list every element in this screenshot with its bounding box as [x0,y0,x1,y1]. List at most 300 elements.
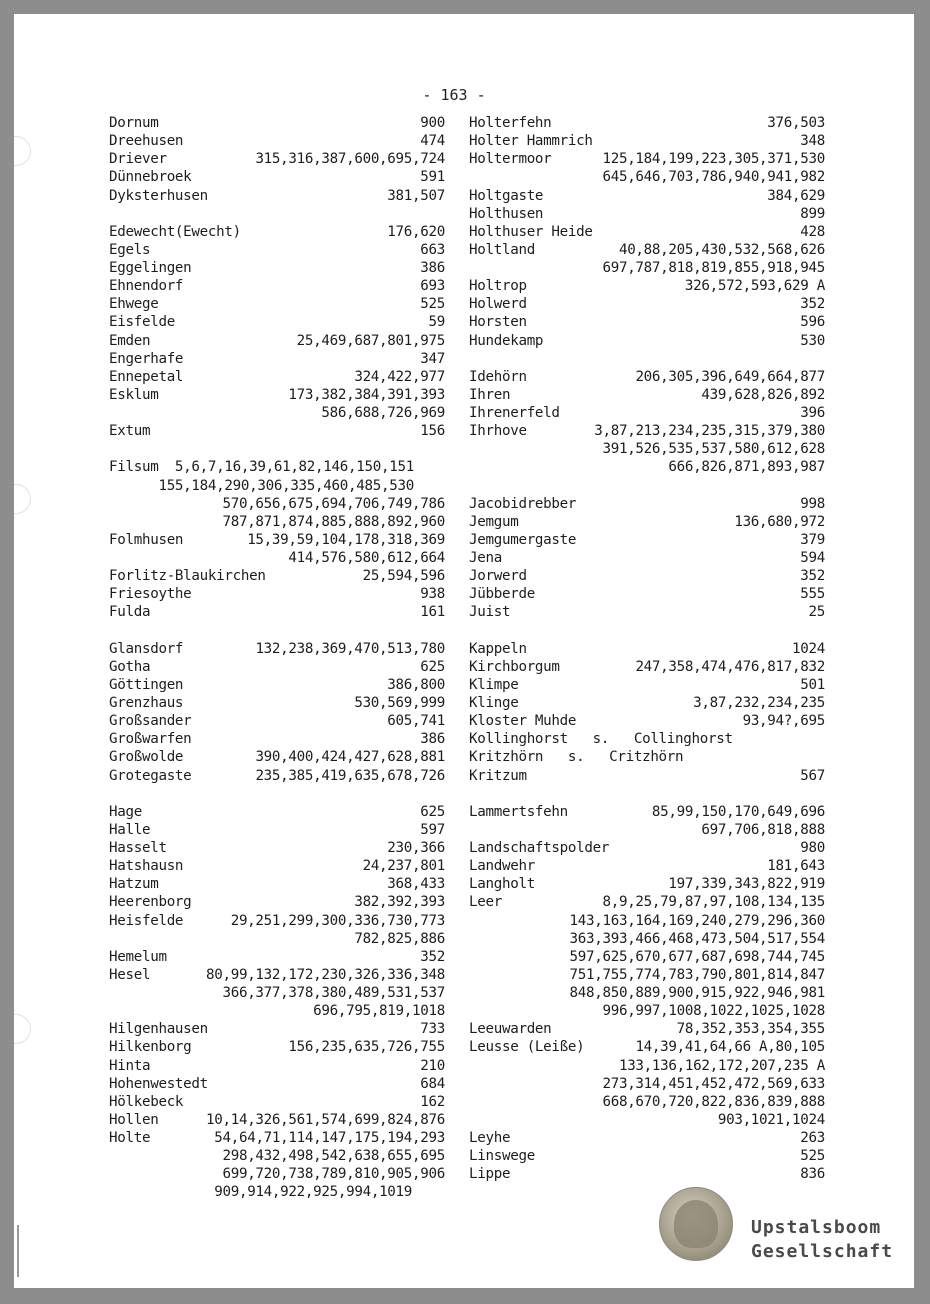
page-references: 25 [808,604,825,621]
place-name: Ehwege [109,296,159,313]
index-entry [109,875,445,893]
place-name: Holtrop [469,278,527,295]
section-gap [469,477,825,495]
page-references: 909,914,922,925,994,1019 [214,1184,445,1201]
page-references: 315,316,387,600,695,724 [255,151,445,168]
place-name: Hölkebeck [109,1093,184,1110]
punch-hole [14,136,31,166]
page-references: 697,787,818,819,855,918,945 [602,260,825,276]
place-name: Juist [469,604,511,621]
index-entry [469,549,825,567]
index-entry [469,168,825,186]
page-references: 352 [800,568,825,585]
place-name: Holter Hammrich [469,133,593,150]
page-references: 230,366 [387,840,445,856]
place-name: Holwerd [469,296,527,313]
place-name: Gotha [109,658,151,675]
index-entry [109,857,445,875]
index-entry [469,893,825,911]
index-entry [109,295,445,313]
place-name: Fulda [109,604,151,621]
place-name: Holthuser Heide [469,223,593,240]
page-references: 348 [800,133,825,150]
index-entry [469,513,825,531]
document-page [14,14,914,1288]
page-references: 733 [420,1021,445,1038]
page-references: 25,594,596 [362,568,445,585]
section-gap [469,785,825,803]
index-entry [109,640,445,658]
place-name: Kappeln [469,640,527,657]
index-entry [469,912,825,930]
page-references: 59 [428,314,445,331]
place-name: Hemelum [109,948,167,965]
place-name: Kritzhörn s. Critzhörn [469,749,684,766]
place-name: Ihrhove [469,423,527,440]
place-name: Hollen [109,1111,159,1128]
index-entry [109,477,445,495]
page-references: 368,433 [387,876,445,893]
index-entry [109,277,445,295]
page-references: 525 [420,296,445,313]
index-entry [469,730,825,748]
index-entry [469,458,825,476]
page-references: 386 [420,260,445,276]
index-entry [469,386,825,404]
place-name: Kirchborgum [469,658,560,675]
page-references: 1024 [792,640,825,657]
index-entry [469,368,825,386]
page-references: 998 [800,495,825,512]
section-gap [469,350,825,368]
index-entry [469,132,825,150]
index-entry [469,295,825,313]
page-references: 751,755,774,783,790,801,814,847 [569,966,825,983]
index-entry [469,241,825,259]
place-name: Idehörn [469,368,527,385]
page-references: 782,825,886 [354,930,445,947]
page-references: 530,569,999 [354,695,445,711]
index-entry [109,730,445,748]
index-entry [109,1129,445,1147]
page-references: 136,680,972 [734,513,825,530]
index-entry [469,803,825,821]
place-name: Ennepetal [109,368,184,385]
page-references: 391,526,535,537,580,612,628 [602,441,825,458]
index-entry [469,984,825,1002]
index-entry [109,1020,445,1038]
punch-hole [14,1014,31,1044]
page-references: 666,826,871,893,987 [668,459,825,476]
place-name: Extum [109,423,151,440]
page-references: 696,795,819,1018 [313,1003,445,1020]
place-name: Holtland [469,241,535,258]
place-name: Jemgum [469,513,519,530]
page-references: 235,385,419,635,678,726 [255,767,445,784]
page-references: 78,352,353,354,355 [676,1021,825,1038]
logo-line-2: Gesellschaft [751,1241,894,1262]
index-entry [109,984,445,1002]
place-name: Kollinghorst s. Collinghorst [469,731,733,748]
place-name: Hage [109,803,142,820]
index-entry [469,640,825,658]
page-references: 363,393,466,468,473,504,517,554 [569,930,825,947]
index-entry [469,694,825,712]
index-entry [109,404,445,422]
index-entry [469,440,825,458]
index-entry [469,1057,825,1075]
society-logo-text [751,1216,911,1264]
index-entry [109,350,445,368]
index-entry [469,531,825,549]
index-entry [109,549,445,567]
page-references: 787,871,874,885,888,892,960 [222,513,445,530]
index-entry [109,803,445,821]
page-references: 570,656,675,694,706,749,786 [222,495,445,512]
section-gap [109,205,445,223]
place-name: Klinge [469,695,519,711]
index-entry [109,1165,445,1183]
page-references: 181,643 [767,858,825,875]
place-name: Großwarfen [109,731,192,748]
place-name: Grotegaste [109,767,192,784]
page-references: 347 [420,350,445,367]
page-references: 197,339,343,822,919 [668,876,825,893]
place-name: Jemgumergaste [469,531,577,548]
index-entry [469,1111,825,1129]
place-name: Ihrenerfeld [469,405,560,421]
page-references: 386,800 [387,676,445,693]
page-references: 382,392,393 [354,894,445,911]
page-references: 996,997,1008,1022,1025,1028 [602,1003,825,1020]
index-entry [469,857,825,875]
page-references: 597 [420,821,445,838]
page-references: 379 [800,531,825,548]
place-name: Halle [109,821,151,838]
page-references: 594 [800,550,825,566]
place-name: Linswege [469,1148,535,1165]
place-name: Hesel [109,966,151,983]
page-references: 85,99,150,170,649,696 [651,803,825,820]
place-name: Langholt [469,876,535,893]
place-name: Esklum [109,386,159,403]
place-name: Holte [109,1130,151,1146]
page-references: 605,741 [387,713,445,730]
page-references: 143,163,164,169,240,279,296,360 [569,912,825,929]
index-entry [109,187,445,205]
page-references: 836 [800,1166,825,1183]
index-entry [469,495,825,513]
page-references: 80,99,132,172,230,326,336,348 [205,966,445,983]
index-entry [109,839,445,857]
place-name: Hilkenborg [109,1039,192,1056]
index-entry [469,603,825,621]
place-name: Edewecht(Ewecht) [109,223,241,240]
index-entry [109,694,445,712]
page-references: 326,572,593,629 A [684,278,825,295]
page-references: 668,670,720,822,836,839,888 [602,1093,825,1110]
page-references: 390,400,424,427,628,881 [255,749,445,766]
page-references: 10,14,326,561,574,699,824,876 [205,1111,445,1128]
page-references: 381,507 [387,187,445,204]
place-name: Hohenwestedt [109,1075,208,1092]
place-name: Heisfelde [109,912,184,929]
page-references: 324,422,977 [354,368,445,385]
index-entry [109,676,445,694]
punch-hole [14,484,31,514]
index-entry [109,1057,445,1075]
index-entry [109,948,445,966]
page-references: 173,382,384,391,393 [288,386,445,403]
page-references: 14,39,41,64,66 A,80,105 [635,1039,825,1056]
page-references: 684 [420,1075,445,1092]
index-entry [109,712,445,730]
index-entry [109,893,445,911]
index-entry [109,422,445,440]
place-name: Kloster Muhde [469,713,577,730]
index-entry [109,748,445,766]
page-references: 591 [420,169,445,186]
page-references: 15,39,59,104,178,318,369 [247,531,445,548]
place-name: Göttingen [109,676,184,693]
index-entry [469,1075,825,1093]
place-name: Hatzum [109,876,159,893]
place-name: Dornum [109,115,159,131]
place-name: Jacobidrebber [469,495,577,512]
index-entry [109,531,445,549]
index-entry [109,658,445,676]
place-name: Emden [109,332,151,349]
place-name: Hundekamp [469,332,544,349]
place-name: Leusse (Leiße) [469,1039,585,1056]
place-name: Hasselt [109,840,167,856]
index-entry [469,585,825,603]
page-references: 161 [420,604,445,621]
index-entry [109,1002,445,1020]
place-name: Eggelingen [109,260,192,276]
place-name: Ihren [469,386,511,403]
page-references: 125,184,199,223,305,371,530 [602,151,825,168]
index-entry [469,404,825,422]
place-name: Hilgenhausen [109,1021,208,1038]
page-references: 597,625,670,677,687,698,744,745 [569,948,825,965]
index-entry [469,948,825,966]
page-references: 625 [420,658,445,675]
page-references: 625 [420,803,445,820]
page-references: 206,305,396,649,664,877 [635,368,825,385]
place-name: Engerhafe [109,350,184,367]
index-entry [469,767,825,785]
index-entry [469,1020,825,1038]
index-column-right [469,114,825,1183]
page-references: 8,9,25,79,87,97,108,134,135 [602,894,825,911]
place-name: Hinta [109,1057,151,1074]
page-references: 376,503 [767,115,825,131]
place-name: Landschaftspolder [469,840,610,856]
place-name: Landwehr [469,858,535,875]
place-name: Jübberde [469,586,535,603]
page-references: 693 [420,278,445,295]
place-name: Grenzhaus [109,695,184,711]
index-entry [109,1183,445,1201]
page-references: 414,576,580,612,664 [288,550,445,566]
index-entry [469,839,825,857]
index-entry [469,150,825,168]
place-name: Hatshausn [109,858,184,875]
page-references: 247,358,474,476,817,832 [635,658,825,675]
index-entry [469,205,825,223]
place-name: Forlitz-Blaukirchen [109,568,266,585]
index-entry [469,332,825,350]
page-references: 596 [800,314,825,331]
index-entry [109,1038,445,1056]
page-references: 156,235,635,726,755 [288,1039,445,1056]
index-entry [109,241,445,259]
place-name: Jena [469,550,502,566]
index-entry [109,567,445,585]
page-references: 900 [420,115,445,131]
index-entry [469,1038,825,1056]
page-references: 40,88,205,430,532,568,626 [618,241,825,258]
index-entry [109,1075,445,1093]
page-references: 384,629 [767,187,825,204]
index-entry [109,313,445,331]
index-entry [109,1147,445,1165]
page-references: 156 [420,423,445,440]
index-entry [469,223,825,241]
index-entry [109,495,445,513]
page-references: 567 [800,767,825,784]
index-entry [109,1093,445,1111]
index-entry [109,114,445,132]
index-entry [469,748,825,766]
place-name: Ehnendorf [109,278,184,295]
index-entry [109,259,445,277]
index-entry [469,676,825,694]
place-name: Jorwerd [469,568,527,585]
page-references: 474 [420,133,445,150]
page-references: 352 [420,948,445,965]
page-references: 980 [800,840,825,856]
page-references: 176,620 [387,223,445,240]
index-entry [109,150,445,168]
page-references: 29,251,299,300,336,730,773 [230,912,445,929]
index-entry [469,875,825,893]
page-references: 133,136,162,172,207,235 A [618,1057,825,1074]
page-references: 132,238,369,470,513,780 [255,640,445,657]
place-name: Dreehusen [109,133,184,150]
page-references: 938 [420,586,445,603]
page-references: 530 [800,332,825,349]
index-entry [469,1002,825,1020]
index-entry [469,1129,825,1147]
index-entry [109,821,445,839]
page-references: 428 [800,223,825,240]
index-entry [109,386,445,404]
place-name: Horsten [469,314,527,331]
page-references: 263 [800,1130,825,1146]
index-entry [469,114,825,132]
index-entry [109,368,445,386]
page-references: 697,706,818,888 [701,821,825,838]
index-entry [109,168,445,186]
index-column-left [109,114,445,1202]
index-entry [469,1147,825,1165]
page-references: 663 [420,241,445,258]
index-entry [109,966,445,984]
page-number: - 163 - [422,86,486,104]
page-references: 298,432,498,542,638,655,695 [222,1148,445,1165]
index-entry [469,277,825,295]
index-entry [109,223,445,241]
index-entry [109,930,445,948]
page-references: 386 [420,731,445,748]
page-references: 3,87,213,234,235,315,379,380 [594,423,825,440]
page-references: 210 [420,1057,445,1074]
page-references: 555 [800,586,825,603]
index-entry [469,567,825,585]
index-entry [469,821,825,839]
place-name: Holtgaste [469,187,544,204]
page-references: 25,469,687,801,975 [296,332,445,349]
page-references: 162 [420,1093,445,1110]
logo-line-1: Upstalsboom [751,1217,882,1238]
section-gap [109,622,445,640]
page-references: 439,628,826,892 [701,386,825,403]
page-references: 24,237,801 [362,858,445,875]
index-entry [109,912,445,930]
section-gap [109,785,445,803]
index-entry [469,930,825,948]
index-entry [469,1093,825,1111]
place-name: Filsum 5,6,7,16,39,61,82,146,150,151 [109,459,414,476]
page-references: 699,720,738,789,810,905,906 [222,1166,445,1183]
index-entry [109,1111,445,1129]
place-name: Kritzum [469,767,527,784]
place-name: Leyhe [469,1130,511,1146]
place-name: Holthusen [469,205,544,222]
index-entry [469,313,825,331]
place-name: Driever [109,151,167,168]
index-entry [109,458,445,476]
index-entry [109,767,445,785]
page-references: 352 [800,296,825,313]
index-entry [109,513,445,531]
page-references: 273,314,451,452,472,569,633 [602,1075,825,1092]
place-name: Holterfehn [469,115,552,131]
place-name: Egels [109,241,151,258]
index-entry [469,966,825,984]
section-gap [469,622,825,640]
place-name: Lippe [469,1166,511,1183]
page-references: 645,646,703,786,940,941,982 [602,169,825,186]
page-references: 366,377,378,380,489,531,537 [222,985,445,1001]
place-name: Holtermoor [469,151,552,168]
page-references: 525 [800,1148,825,1165]
index-entry [109,585,445,603]
place-name: Leeuwarden [469,1021,552,1038]
index-entry [109,332,445,350]
place-name: Heerenborg [109,894,192,911]
index-entry [109,603,445,621]
place-name: Eisfelde [109,314,175,331]
place-name: Großwolde [109,749,184,766]
page-references: 586,688,726,969 [321,405,445,421]
place-name: Dyksterhusen [109,187,208,204]
place-name: Lammertsfehn [469,803,568,820]
index-entry [109,132,445,150]
edge-mark [17,1225,19,1277]
